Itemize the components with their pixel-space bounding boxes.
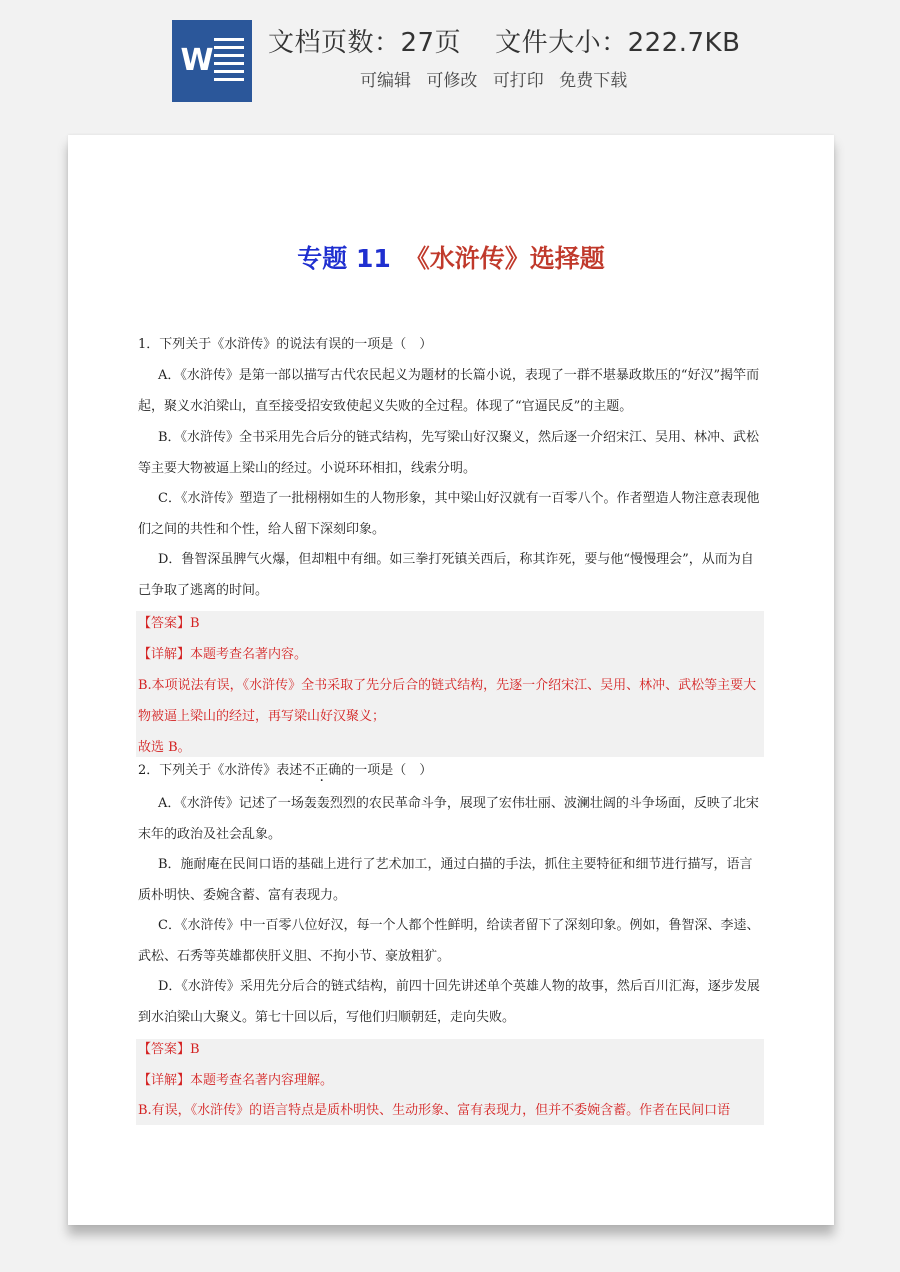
file-info-banner: [0, 0, 900, 120]
option-b: B．《水浒传》全书采用先合后分的链式结构，先写梁山好汉聚义，然后逐一介绍宋江、吴用、林冲、武松等主要大物被逼上梁山的经过。小说环环相扣，线索分明。: [138, 430, 760, 476]
word-document-icon: [172, 20, 252, 102]
feature-editable: 可编辑: [360, 71, 411, 91]
emphasized-word: 不正确: [302, 763, 342, 778]
option-a: A．《水浒传》是第一部以描写古代农民起义为题材的长篇小说，表现了一群不堪暴政欺压的“好汉”揭竿而起，聚义水泊梁山，直至接受招安致使起义失败的全过程。体现了“官逼民反”的主题。: [138, 368, 760, 414]
title-main: 《水浒传》选择题: [404, 244, 605, 273]
feature-list: [360, 66, 637, 91]
explanation-text: B.有误，《水浒传》的语言特点是质朴明快、生动形象、富有表现力，但并不委婉含蓄。作者在民间口语: [138, 1103, 731, 1118]
question-stem: [138, 761, 778, 781]
file-stats: [268, 22, 740, 59]
answer-label: 【答案】B: [138, 1042, 200, 1057]
option-c: C．《水浒传》中一百零八位好汉，每一个人都个性鲜明，给读者留下了深刻印象。例如，鲁智深、李逵、武松、石秀等英雄都侠肝义胆、不拘小节、豪放粗犷。: [138, 918, 760, 964]
option-c: C．《水浒传》塑造了一批栩栩如生的人物形象，其中梁山好汉就有一百零八个。作者塑造人物注意表现他们之间的共性和个性，给人留下深刻印象。: [138, 491, 760, 537]
explanation-text: B.本项说法有误，《水浒传》全书采取了先分后合的链式结构，先逐一介绍宋江、吴用、林冲、武松等主要大物被逼上梁山的经过，再写梁山好汉聚义；: [138, 678, 757, 724]
stem-before: 2．下列关于《水浒传》表述: [138, 763, 303, 778]
word-logo-letter: W: [180, 43, 214, 78]
feature-printable: 可打印: [492, 71, 544, 91]
feature-modifiable: 可修改: [426, 71, 478, 91]
option-a: A．《水浒传》记述了一场轰轰烈烈的农民革命斗争，展现了宏伟壮丽、波澜壮阔的斗争场面，反映了北宋末年的政治及社会乱象。: [138, 796, 759, 842]
answer-box-1: [136, 611, 764, 757]
page-count-label: 文档页数：27页: [268, 28, 462, 58]
answer-box-2: [136, 1039, 764, 1125]
option-d: D．鲁智深虽脾气火爆，但却粗中有细。如三拳打死镇关西后，称其诈死，要与他“慢慢理会”，从而为自己争取了逃离的时间。: [138, 552, 754, 598]
document-page: [68, 135, 834, 1225]
title-prefix: 专题 11: [297, 244, 391, 273]
file-size-label: 文件大小：222.7KB: [495, 28, 741, 58]
conclusion-text: 故选 B。: [138, 740, 191, 755]
explanation-label: 【详解】本题考查名著内容理解。: [138, 1073, 334, 1088]
answer-label: 【答案】B: [138, 616, 200, 631]
document-title: [68, 239, 834, 275]
feature-free-download: 免费下载: [559, 71, 628, 91]
stem-after: 的一项是（ ）: [341, 763, 433, 778]
question-stem: 1．下列关于《水浒传》的说法有误的一项是（ ）: [138, 337, 433, 352]
explanation-label: 【详解】本题考查名著内容。: [138, 647, 308, 662]
option-b: B．施耐庵在民间口语的基础上进行了艺术加工，通过白描的手法，抓住主要特征和细节进行描写，语言质朴明快、委婉含蓄、富有表现力。: [138, 857, 753, 903]
option-d: D．《水浒传》采用先分后合的链式结构，前四十回先讲述单个英雄人物的故事，然后百川汇海，逐步发展到水泊梁山大聚义。第七十回以后，写他们归顺朝廷，走向失败。: [138, 979, 760, 1025]
